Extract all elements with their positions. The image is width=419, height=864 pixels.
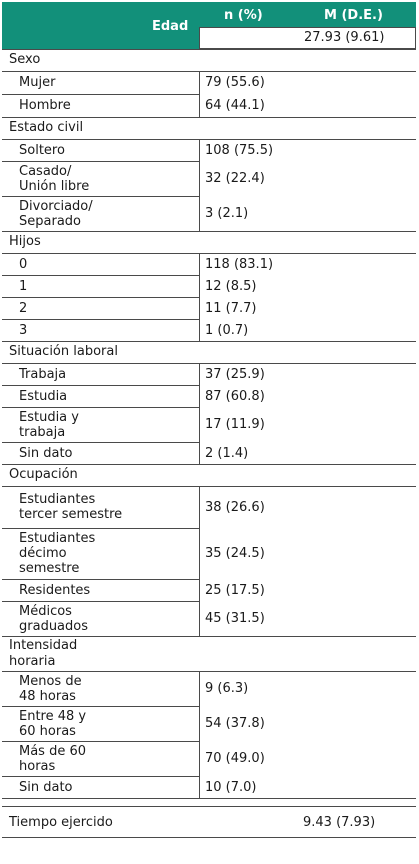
column-rule xyxy=(199,601,200,636)
column-rule xyxy=(199,196,200,231)
row-n-value: 32 (22.4) xyxy=(205,171,265,186)
row-n-value: 87 (60.8) xyxy=(205,388,265,404)
row-label: Estudia xyxy=(19,388,68,404)
column-rule xyxy=(199,161,200,196)
row-label: Estudia y trabaja xyxy=(19,409,79,440)
table-row xyxy=(2,671,416,706)
row-n-value: 17 (11.9) xyxy=(205,417,265,432)
table-row xyxy=(2,297,416,319)
row-n-value: 70 (49.0) xyxy=(205,751,265,766)
section-title: Hijos xyxy=(9,234,41,249)
row-n-value: 12 (8.5) xyxy=(205,278,257,294)
table-rule xyxy=(2,837,416,838)
row-n-value: 54 (37.8) xyxy=(205,716,265,731)
row-label: Residentes xyxy=(19,582,91,598)
table-row xyxy=(2,161,416,196)
footer-m-value: 9.43 (7.93) xyxy=(303,814,376,830)
row-label: Mujer xyxy=(19,75,56,90)
table-row xyxy=(2,528,416,579)
column-rule xyxy=(199,385,200,407)
section-title-row xyxy=(2,231,416,253)
section-title-row xyxy=(2,49,416,71)
section-title: Situación laboral xyxy=(9,344,118,359)
table-row xyxy=(2,253,416,275)
row-label: Estudiantes tercer semestre xyxy=(19,492,123,522)
column-rule xyxy=(199,139,200,161)
column-rule xyxy=(199,528,200,579)
header-edad: Edad xyxy=(152,19,189,34)
footer-label: Tiempo ejercido xyxy=(9,814,113,830)
section-title: Intensidad horaria xyxy=(9,637,78,669)
table-row xyxy=(2,139,416,161)
row-label: Trabaja xyxy=(19,366,67,382)
table-row xyxy=(2,776,416,798)
section-title: Sexo xyxy=(9,52,41,67)
footer-row xyxy=(2,806,416,838)
row-label: Estudiantes décimo semestre xyxy=(19,531,96,576)
table-row xyxy=(2,196,416,231)
row-label: Sin dato xyxy=(19,779,73,795)
column-rule xyxy=(199,776,200,798)
row-label: Divorciado/ Separado xyxy=(19,198,93,229)
row-n-value: 38 (26.6) xyxy=(205,499,265,515)
column-rule xyxy=(199,407,200,442)
column-rule xyxy=(199,94,200,117)
section-title-row xyxy=(2,636,416,671)
column-rule xyxy=(199,741,200,776)
column-rule xyxy=(199,319,200,341)
table-row xyxy=(2,94,416,117)
column-rule xyxy=(199,253,200,275)
data-table xyxy=(2,2,416,862)
row-n-value: 10 (7.0) xyxy=(205,779,257,795)
column-rule xyxy=(199,71,200,94)
row-n-value: 79 (55.6) xyxy=(205,75,265,90)
table-row xyxy=(2,407,416,442)
row-n-value: 3 (2.1) xyxy=(205,206,249,221)
table-rule xyxy=(2,798,416,799)
row-n-value: 64 (44.1) xyxy=(205,98,265,113)
table-row xyxy=(2,319,416,341)
row-label: Sin dato xyxy=(19,445,73,461)
table-row xyxy=(2,275,416,297)
row-label: Menos de 48 horas xyxy=(19,673,82,704)
column-rule xyxy=(199,706,200,741)
row-label: 1 xyxy=(19,278,28,294)
section-title: Ocupación xyxy=(9,467,78,482)
column-rule xyxy=(199,363,200,385)
table-row xyxy=(2,385,416,407)
row-n-value: 37 (25.9) xyxy=(205,366,265,382)
row-n-value: 1 (0.7) xyxy=(205,322,249,338)
edad-m-value: 27.93 (9.61) xyxy=(304,30,385,45)
table-row xyxy=(2,601,416,636)
column-rule xyxy=(199,579,200,601)
row-n-value: 9 (6.3) xyxy=(205,681,249,696)
row-n-value: 25 (17.5) xyxy=(205,582,265,598)
table-row xyxy=(2,486,416,528)
row-n-value: 2 (1.4) xyxy=(205,445,249,461)
row-n-value: 45 (31.5) xyxy=(205,611,265,626)
row-label: Casado/ Unión libre xyxy=(19,163,90,194)
table-row xyxy=(2,579,416,601)
table-row xyxy=(2,71,416,94)
header-n-col: n (%) xyxy=(224,8,263,23)
table-row xyxy=(2,442,416,464)
column-rule xyxy=(199,442,200,464)
table-row xyxy=(2,706,416,741)
row-label: Más de 60 horas xyxy=(19,743,87,774)
table-row xyxy=(2,363,416,385)
row-label: Hombre xyxy=(19,98,71,113)
row-n-value: 35 (24.5) xyxy=(205,546,265,561)
row-label: 0 xyxy=(19,256,28,272)
row-label: Médicos graduados xyxy=(19,603,88,634)
edad-value-box xyxy=(199,27,416,49)
row-n-value: 11 (7.7) xyxy=(205,300,257,316)
section-title-row xyxy=(2,464,416,486)
column-rule xyxy=(199,275,200,297)
row-label: Soltero xyxy=(19,142,65,158)
column-rule xyxy=(199,671,200,706)
column-rule xyxy=(199,297,200,319)
row-n-value: 118 (83.1) xyxy=(205,256,274,272)
row-label: 3 xyxy=(19,322,28,338)
row-n-value: 108 (75.5) xyxy=(205,142,274,158)
table-row xyxy=(2,741,416,776)
row-label: Entre 48 y 60 horas xyxy=(19,708,87,739)
header-m-col: M (D.E.) xyxy=(324,8,383,23)
section-title-row xyxy=(2,341,416,363)
column-rule xyxy=(199,486,200,528)
section-title-row xyxy=(2,117,416,139)
section-title: Estado civil xyxy=(9,120,84,135)
row-label: 2 xyxy=(19,300,28,316)
